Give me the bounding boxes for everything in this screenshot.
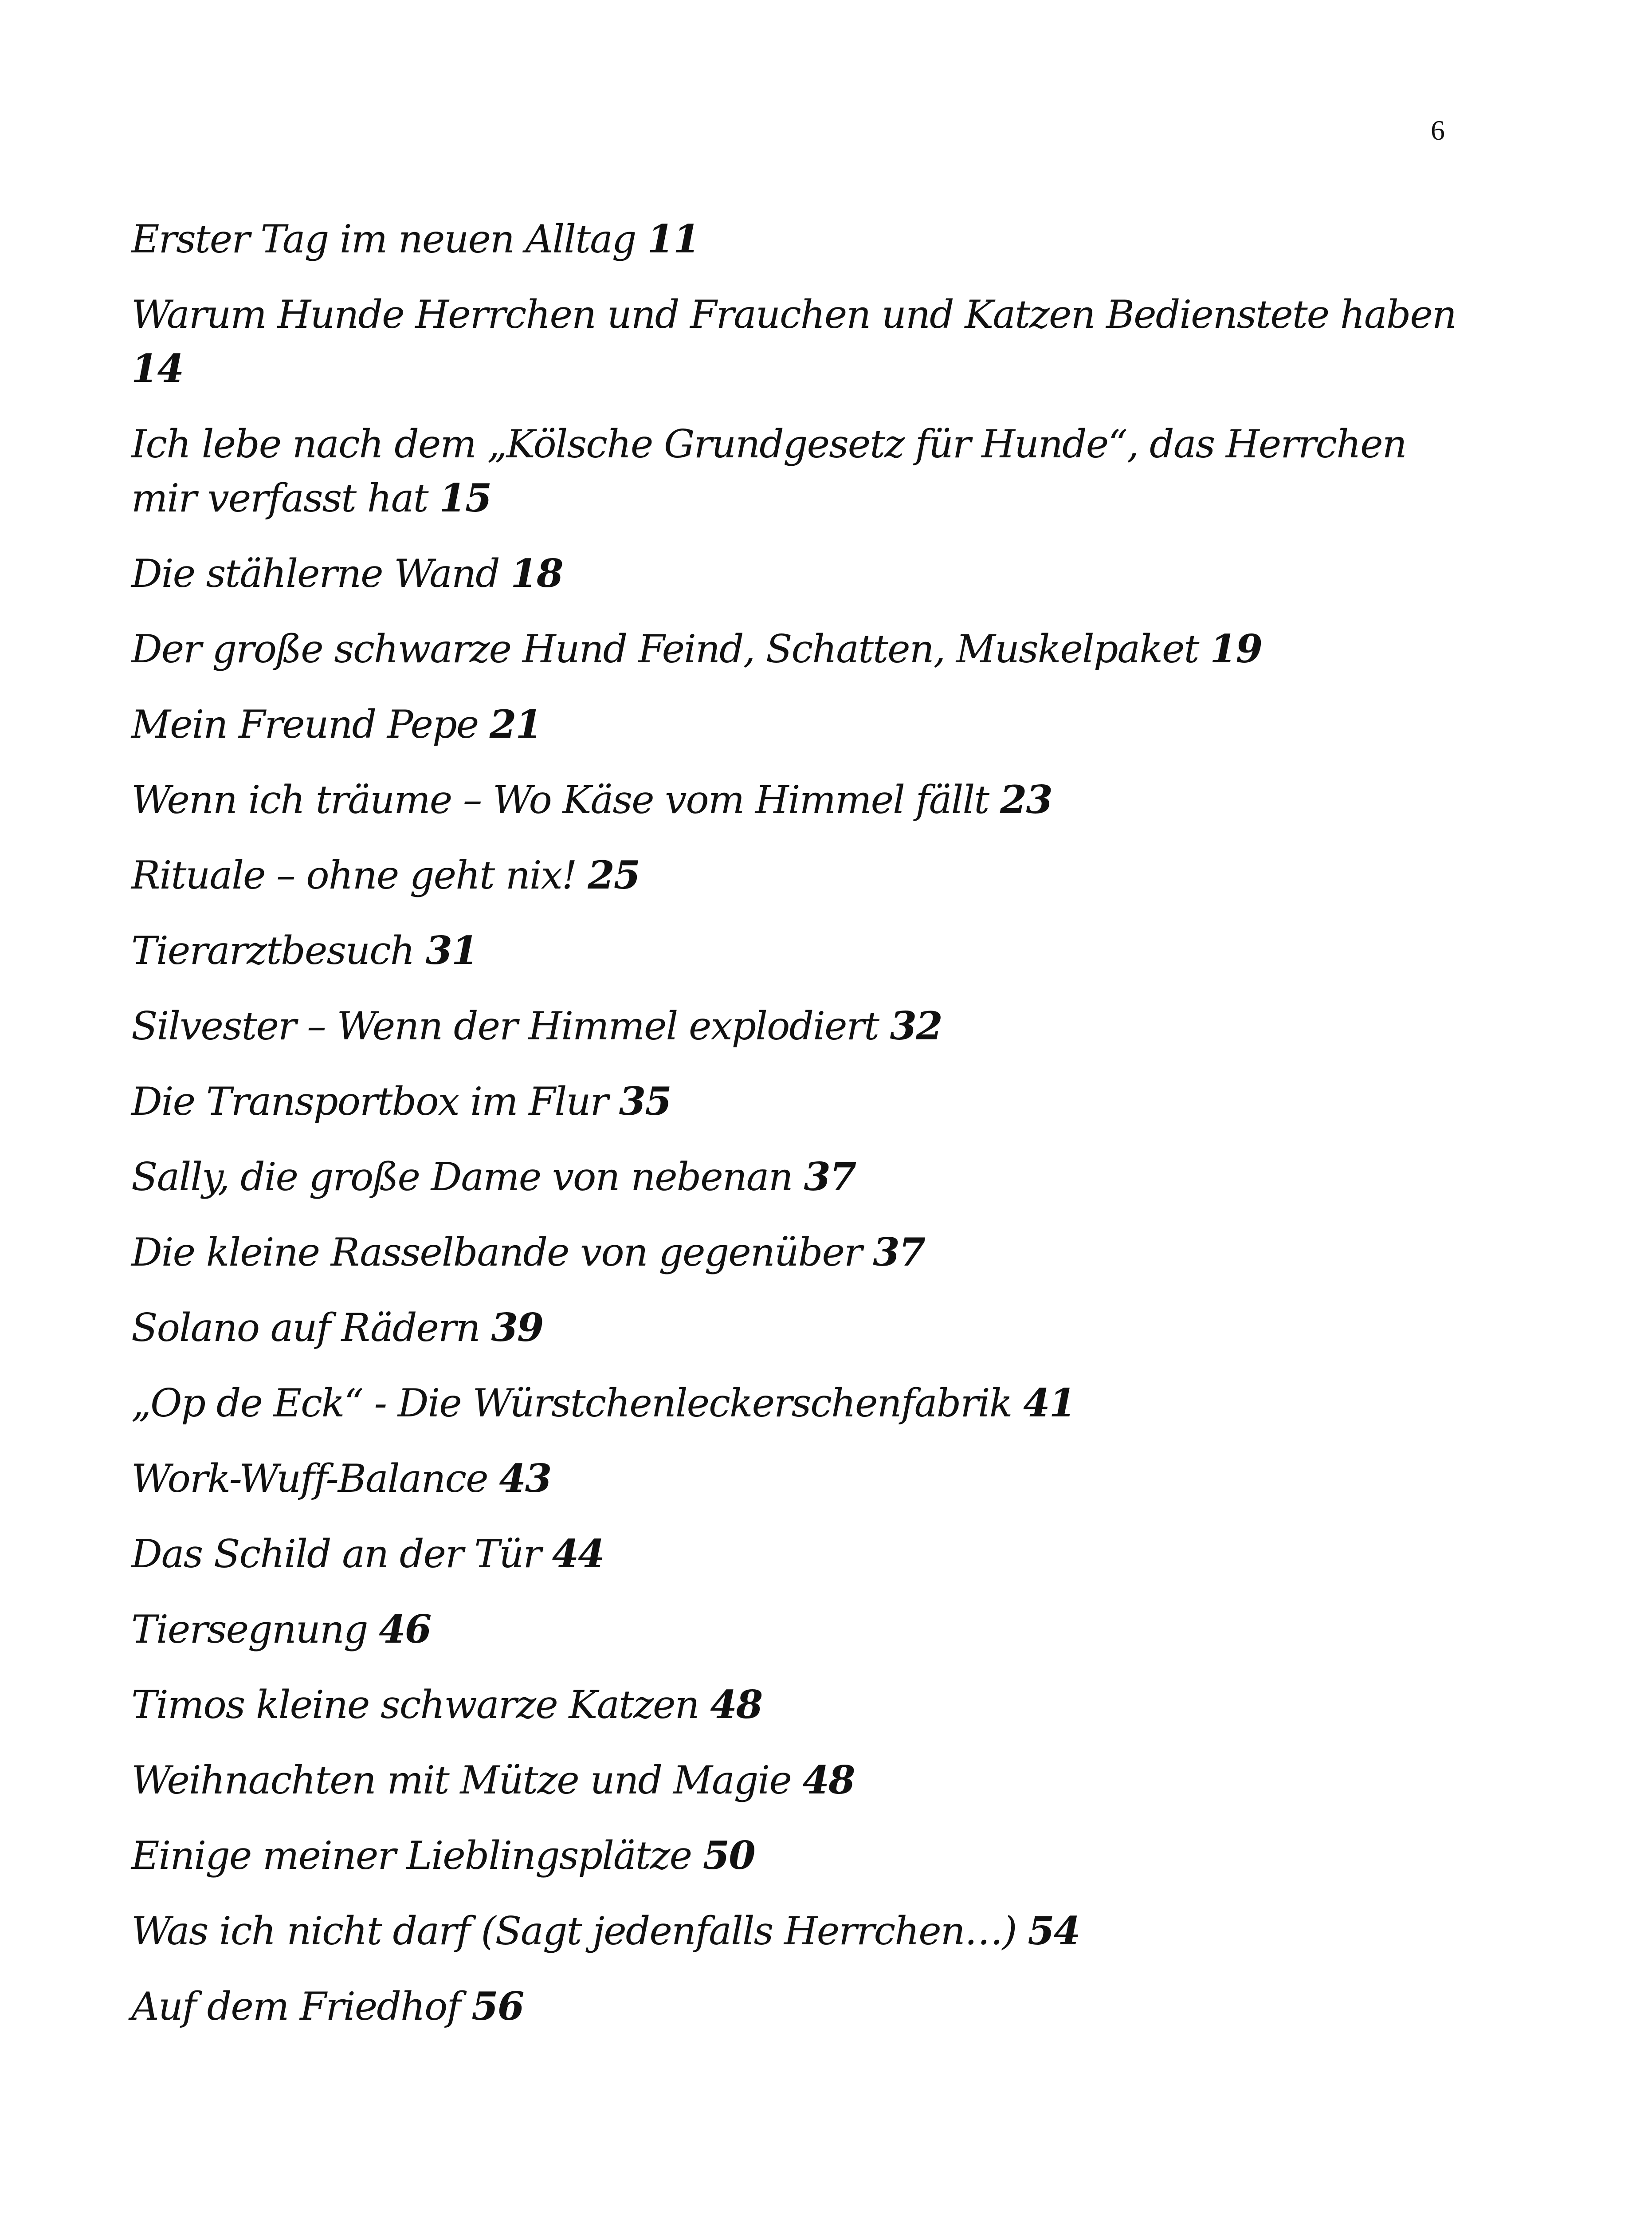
toc-entry-page: 15: [439, 475, 491, 521]
toc-entry: [131, 1527, 1462, 1581]
toc-entry: [131, 1376, 1462, 1430]
toc-entry-page: 31: [425, 928, 478, 973]
toc-entry-page: 50: [702, 1833, 755, 1878]
toc-entry-page: 37: [804, 1154, 856, 1199]
toc-entry-title: Wenn ich träume – Wo Käse vom Himmel fällt: [131, 777, 989, 822]
toc-entry-title: Tiersegnung: [131, 1607, 368, 1652]
toc-entry-title: „Op de Eck“ - Die Würstchenleckerschenfabrik: [131, 1380, 1012, 1426]
toc-entry: [131, 212, 1462, 266]
toc-entry-page: 56: [471, 1983, 524, 2029]
toc-entry: [131, 999, 1462, 1053]
toc-entry: [131, 1150, 1462, 1204]
toc-entry-title: Auf dem Friedhof: [131, 1984, 460, 2029]
toc-entry-title: Weihnachten mit Mütze und Magie: [131, 1758, 791, 1803]
toc-entry-title: Die stählerne Wand: [131, 551, 499, 596]
toc-entry: [131, 1602, 1462, 1656]
toc-entry-page: 25: [588, 852, 640, 898]
toc-entry: [131, 287, 1462, 396]
toc-entry-page: 14: [131, 346, 184, 391]
toc-entry: [131, 1301, 1462, 1355]
toc-entry: [131, 1979, 1462, 2033]
toc-entry: [131, 417, 1417, 525]
toc-entry-title: Solano auf Rädern: [131, 1305, 480, 1350]
toc-entry-page: 11: [647, 216, 699, 262]
toc-entry-page: 18: [510, 551, 563, 596]
toc-entry-title: Silvester – Wenn der Himmel explodiert: [131, 1003, 879, 1049]
toc-entry: [131, 697, 1462, 751]
toc-entry-page: 44: [552, 1531, 604, 1577]
toc-entry-page: 54: [1028, 1908, 1080, 1954]
toc-entry: [131, 1074, 1462, 1129]
toc-entry-page: 46: [379, 1606, 431, 1652]
toc-entry-title: Einige meiner Lieblingsplätze: [131, 1833, 692, 1878]
toc-entry-page: 37: [873, 1229, 925, 1275]
toc-entry: [131, 1904, 1462, 1958]
toc-entry-title: Was ich nicht darf (Sagt jedenfalls Herrchen…): [131, 1908, 1016, 1954]
toc-entry-title: Die kleine Rasselbande von gegenüber: [131, 1230, 862, 1275]
toc-entry: [131, 547, 1462, 601]
toc-entry: [131, 1753, 1462, 1807]
toc-entry-page: 23: [1000, 777, 1052, 822]
toc-entry-page: 19: [1210, 626, 1262, 672]
toc-entry-title: Rituale – ohne geht nix!: [131, 853, 577, 898]
toc-entry: [131, 1829, 1462, 1883]
page-number: 6: [1431, 114, 1445, 146]
toc-entry: [131, 622, 1462, 676]
toc-entry-title: Der große schwarze Hund Feind, Schatten, Muskelpaket: [131, 626, 1199, 672]
toc-entry: [131, 1225, 1462, 1279]
toc-entry-page: 48: [802, 1757, 855, 1803]
toc-entry-page: 21: [489, 701, 542, 747]
toc-entry-title: Mein Freund Pepe: [131, 702, 479, 747]
toc-entry-page: 48: [710, 1682, 762, 1727]
toc-entry-page: 43: [499, 1455, 551, 1501]
toc-entry-title: Die Transportbox im Flur: [131, 1079, 608, 1124]
toc-entry-title: Sally, die große Dame von nebenan: [131, 1154, 793, 1199]
toc-entry: [131, 848, 1462, 902]
toc-entry-title: Timos kleine schwarze Katzen: [131, 1682, 699, 1727]
toc-entry: [131, 1678, 1462, 1732]
toc-entry-title: Ich lebe nach dem „Kölsche Grundgesetz für Hunde“, das Herrchen mir verfasst hat: [131, 421, 1406, 521]
toc-entry: [131, 773, 1462, 827]
toc-entry-title: Tierarztbesuch: [131, 928, 414, 973]
toc-entry-title: Das Schild an der Tür: [131, 1531, 541, 1577]
toc-entry-title: Work-Wuff-Balance: [131, 1456, 488, 1501]
toc-entry-page: 41: [1023, 1380, 1075, 1426]
toc-entry-page: 39: [491, 1305, 543, 1350]
toc-entry-page: 35: [619, 1078, 671, 1124]
toc-entry: [131, 924, 1462, 978]
toc-entry-title: Warum Hunde Herrchen und Frauchen und Katzen Bedienstete haben: [131, 292, 1456, 337]
toc-entry-title: Erster Tag im neuen Alltag: [131, 216, 636, 262]
toc-entry: [131, 1451, 1462, 1506]
table-of-contents: [131, 212, 1462, 2055]
toc-entry-page: 32: [890, 1003, 942, 1049]
